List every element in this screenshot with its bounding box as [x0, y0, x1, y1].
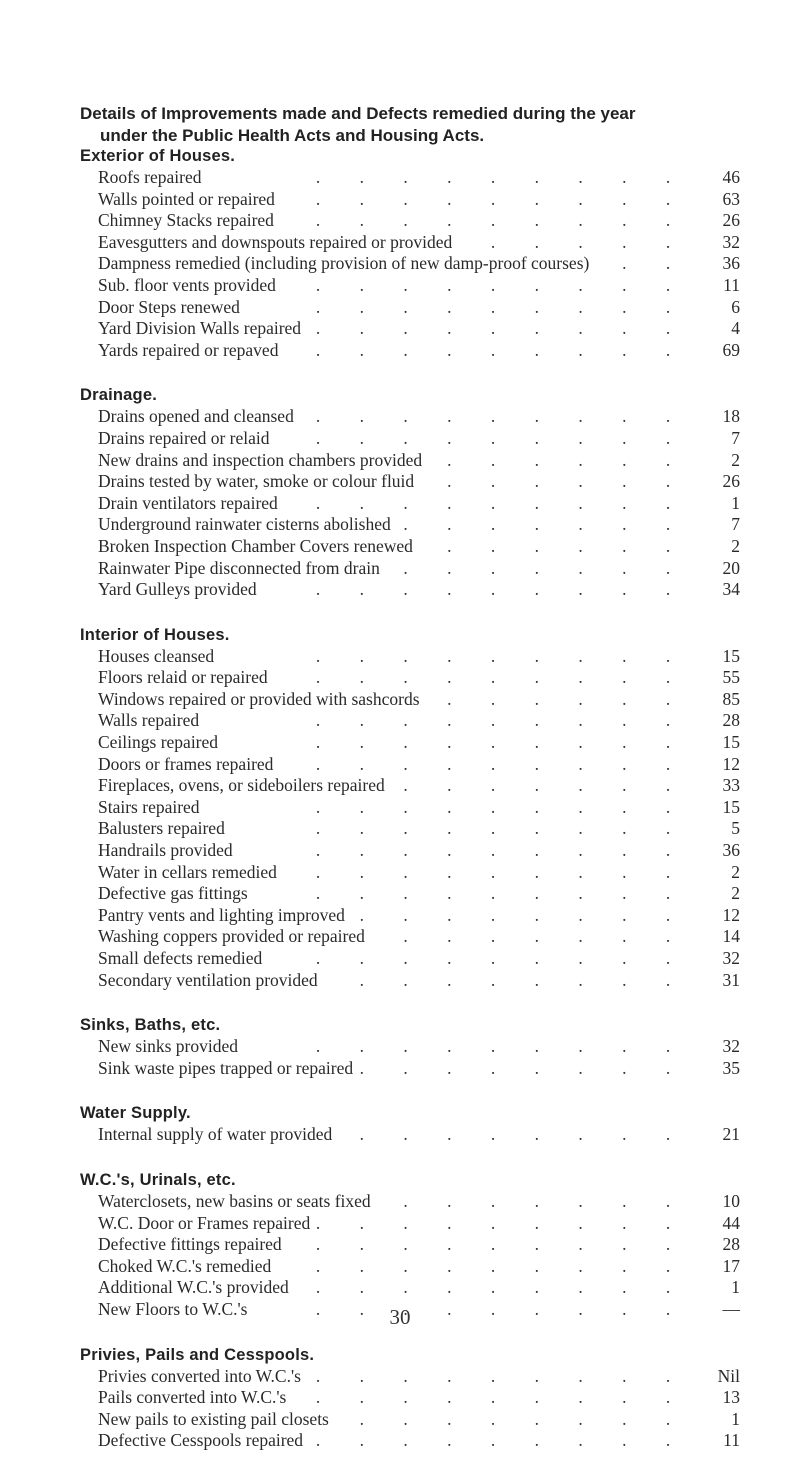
item-value: 15 [700, 646, 740, 668]
section-heading: Drainage. [80, 386, 157, 405]
item-label: Broken Inspection Chamber Covers renewed [98, 536, 417, 556]
item-label: Handrails provided [98, 840, 237, 860]
item-row [80, 818, 740, 840]
item-value: 35 [700, 1058, 740, 1080]
item-row [80, 970, 740, 992]
item-row [80, 318, 740, 340]
item-row [80, 710, 740, 732]
item-row [80, 926, 740, 948]
item-value: 85 [700, 689, 740, 711]
item-label: Chimney Stacks repaired [98, 210, 278, 230]
item-row [80, 232, 740, 254]
item-label: Defective Cesspools repaired [98, 1430, 307, 1450]
item-label: New Floors to W.C.'s [98, 1299, 252, 1319]
item-label: Privies converted into W.C.'s [98, 1366, 305, 1386]
item-label: Fireplaces, ovens, or sideboilers repaired [98, 775, 389, 795]
item-label: New drains and inspection chambers provided [98, 450, 426, 470]
item-value: 4 [700, 318, 740, 340]
item-label: Underground rainwater cisterns abolished [98, 514, 395, 534]
item-row [80, 840, 740, 862]
document-title [80, 103, 770, 147]
item-value: 10 [700, 1191, 740, 1213]
section [80, 1169, 740, 1321]
item-row [80, 1409, 740, 1431]
item-value: 7 [700, 514, 740, 536]
sections-list [80, 145, 740, 1475]
item-row [80, 732, 740, 754]
section [80, 145, 740, 361]
item-label: Yards repaired or repaved [98, 340, 282, 360]
item-label: Washing coppers provided or repaired [98, 926, 369, 946]
item-label: Waterclosets, new basins or seats fixed [98, 1191, 375, 1211]
item-value: 32 [700, 232, 740, 254]
item-label: Windows repaired or provided with sashcords [98, 689, 424, 709]
item-value: 69 [700, 340, 740, 362]
item-value: 63 [700, 189, 740, 211]
item-value: 26 [700, 210, 740, 232]
item-row [80, 1191, 740, 1213]
item-label: W.C. Door or Frames repaired [98, 1213, 314, 1233]
item-value: 1 [700, 1277, 740, 1299]
item-label: Drains opened and cleansed [98, 406, 298, 426]
item-label: Roofs repaired [98, 167, 206, 187]
item-value: 2 [700, 450, 740, 472]
item-row [80, 167, 740, 189]
item-row [80, 536, 740, 558]
item-value: 20 [700, 558, 740, 580]
item-row [80, 189, 740, 211]
section-heading: Exterior of Houses. [80, 147, 236, 165]
item-row [80, 493, 740, 515]
item-value: 2 [700, 862, 740, 884]
item-label: New pails to existing pail closets [98, 1409, 333, 1429]
item-row [80, 1366, 740, 1388]
item-value: 7 [700, 428, 740, 450]
item-value: 11 [700, 275, 740, 297]
section-heading: Water Supply. [80, 1104, 191, 1123]
item-row [80, 1430, 740, 1452]
item-row [80, 210, 740, 232]
title-line-1: Details of Improvements made and Defects remedied during the year [80, 104, 636, 123]
item-row [80, 558, 740, 580]
item-label: Yard Gulleys provided [98, 579, 261, 599]
item-label: Floors relaid or repaired [98, 667, 272, 687]
section [80, 384, 740, 600]
item-row [80, 297, 740, 319]
item-label: Additional W.C.'s provided [98, 1277, 293, 1297]
item-value: 36 [700, 840, 740, 862]
item-row [80, 905, 740, 927]
section [80, 1102, 740, 1146]
item-value: — [700, 1299, 740, 1321]
item-value: 32 [700, 948, 740, 970]
item-value: 28 [700, 710, 740, 732]
item-label: Door Steps renewed [98, 297, 244, 317]
item-row [80, 450, 740, 472]
section-heading: W.C.'s, Urinals, etc. [80, 1170, 236, 1189]
item-row [80, 775, 740, 797]
item-value: 55 [700, 667, 740, 689]
item-label: Drains tested by water, smoke or colour fluid [98, 471, 418, 491]
item-row [80, 1036, 740, 1058]
item-value: 18 [700, 406, 740, 428]
item-value: 31 [700, 970, 740, 992]
item-row [80, 1387, 740, 1409]
item-row [80, 579, 740, 601]
item-row [80, 1277, 740, 1299]
item-value: 33 [700, 775, 740, 797]
item-row [80, 883, 740, 905]
item-value: 34 [700, 579, 740, 601]
item-label: Walls repaired [98, 710, 203, 730]
item-row [80, 797, 740, 819]
item-value: 2 [700, 883, 740, 905]
item-label: Drain ventilators repaired [98, 493, 282, 513]
item-value: 17 [700, 1256, 740, 1278]
item-value: 15 [700, 732, 740, 754]
item-label: Drains repaired or relaid [98, 428, 274, 448]
item-value: 5 [700, 818, 740, 840]
item-label: Choked W.C.'s remedied [98, 1256, 275, 1276]
item-label: Balusters repaired [98, 818, 229, 838]
item-label: Small defects remedied [98, 948, 266, 968]
section [80, 1344, 740, 1452]
item-label: Dampness remedied (including provision of new damp-proof courses) [98, 253, 593, 273]
item-value: 12 [700, 754, 740, 776]
item-label: Sub. floor vents provided [98, 275, 280, 295]
item-label: Sink waste pipes trapped or repaired [98, 1058, 357, 1078]
item-label: Yard Division Walls repaired [98, 318, 305, 338]
item-row [80, 1213, 740, 1235]
section [80, 1014, 740, 1079]
item-row [80, 406, 740, 428]
item-label: Defective gas fittings [98, 883, 252, 903]
item-value: 12 [700, 905, 740, 927]
item-row [80, 471, 740, 493]
section-heading: Privies, Pails and Cesspools. [80, 1345, 315, 1364]
item-label: Doors or frames repaired [98, 754, 277, 774]
item-value: 6 [700, 297, 740, 319]
item-value: 14 [700, 926, 740, 948]
item-row [80, 862, 740, 884]
item-row [80, 1256, 740, 1278]
item-value: 26 [700, 471, 740, 493]
item-row [80, 1299, 740, 1321]
item-label: Ceilings repaired [98, 732, 222, 752]
item-value: 15 [700, 797, 740, 819]
item-label: Pantry vents and lighting improved [98, 905, 349, 925]
item-row [80, 689, 740, 711]
item-row [80, 428, 740, 450]
item-label: Eavesgutters and downspouts repaired or provided [98, 232, 456, 252]
page-number: 30 [389, 1305, 411, 1329]
item-label: Water in cellars remedied [98, 862, 281, 882]
item-row [80, 514, 740, 536]
item-label: Houses cleansed [98, 646, 218, 666]
title-line-2: under the Public Health Acts and Housing Acts. [100, 126, 485, 145]
item-value: 11 [700, 1430, 740, 1452]
item-row [80, 667, 740, 689]
item-label: Rainwater Pipe disconnected from drain [98, 558, 384, 578]
item-row [80, 1124, 740, 1146]
item-value: 1 [700, 493, 740, 515]
item-value: 1 [700, 1409, 740, 1431]
item-row [80, 1234, 740, 1256]
item-value: 44 [700, 1213, 740, 1235]
section-heading: Sinks, Baths, etc. [80, 1016, 221, 1035]
item-value: 28 [700, 1234, 740, 1256]
item-label: Stairs repaired [98, 797, 204, 817]
item-label: Defective fittings repaired [98, 1234, 286, 1254]
item-value: 36 [700, 253, 740, 275]
section [80, 624, 740, 992]
item-value: 13 [700, 1387, 740, 1409]
section-heading: Interior of Houses. [80, 625, 230, 644]
item-value: 21 [700, 1124, 740, 1146]
item-row [80, 948, 740, 970]
item-label: Secondary ventilation provided [98, 970, 322, 990]
item-value: 2 [700, 536, 740, 558]
item-label: Internal supply of water provided [98, 1124, 336, 1144]
item-row [80, 340, 740, 362]
item-row [80, 253, 740, 275]
item-label: Pails converted into W.C.'s [98, 1387, 290, 1407]
item-row [80, 754, 740, 776]
item-value: 32 [700, 1036, 740, 1058]
item-value: 46 [700, 167, 740, 189]
item-label: Walls pointed or repaired [98, 189, 279, 209]
item-row [80, 646, 740, 668]
item-value: Nil [700, 1366, 740, 1388]
item-label: New sinks provided [98, 1036, 242, 1056]
item-row [80, 275, 740, 297]
item-row [80, 1058, 740, 1080]
